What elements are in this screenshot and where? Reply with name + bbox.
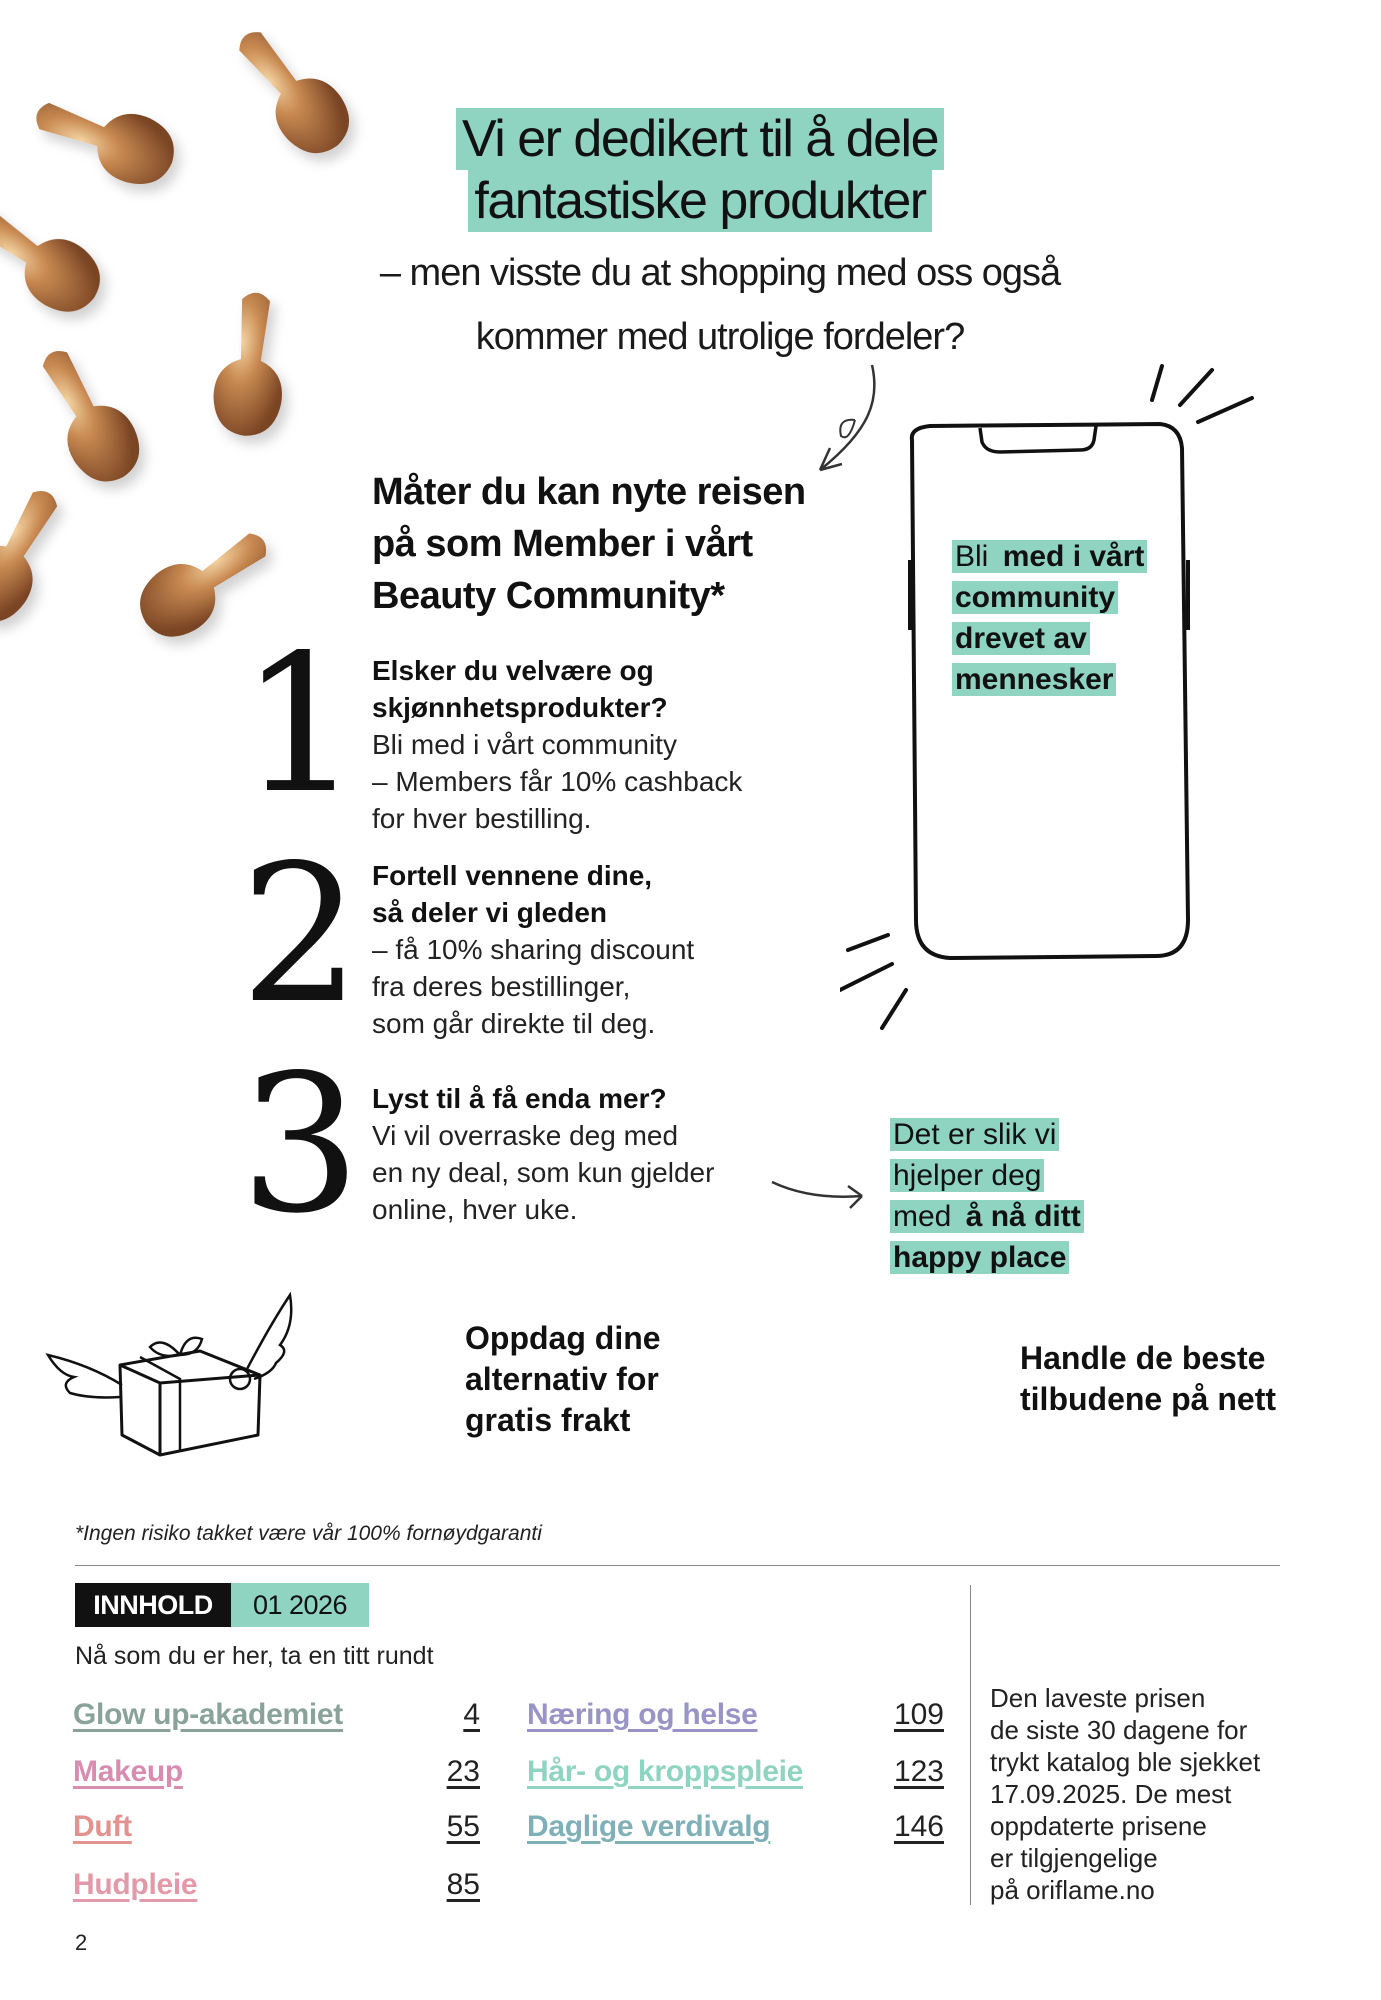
cta-best-offers-line-1: Handle de beste <box>1020 1340 1266 1376</box>
divider <box>75 1565 1280 1566</box>
toc-item-har-og-kropp[interactable]: Hår- og kroppspleie <box>527 1755 804 1788</box>
step-3-text-2: en ny deal, som kun gjelder <box>372 1157 715 1188</box>
toc-tag: INNHOLD <box>75 1583 231 1627</box>
toc-page-duft[interactable]: 55 <box>446 1810 480 1843</box>
toc-page-makeup[interactable]: 23 <box>446 1755 480 1788</box>
price-note <box>990 1682 1280 1906</box>
toc-item-glow-up[interactable]: Glow up-akademiet <box>73 1698 343 1731</box>
happy-place-text <box>890 1114 1130 1278</box>
cta-best-offers-line-2: tilbudene på nett <box>1020 1381 1276 1417</box>
place-text-e: happy place <box>890 1241 1069 1274</box>
step-3-text-1: Vi vil overraske deg med <box>372 1120 679 1151</box>
cta-free-shipping[interactable] <box>465 1318 661 1441</box>
phone-text-d: drevet av <box>952 622 1090 655</box>
footnote: *Ingen risiko takket være vår 100% fornøydgaranti <box>75 1522 542 1545</box>
step-1-question-2: skjønnhetsprodukter? <box>372 692 668 723</box>
toc-intro: Nå som du er her, ta en titt rundt <box>75 1642 434 1670</box>
toc-page-naering[interactable]: 109 <box>893 1698 944 1731</box>
place-text-c: med <box>890 1200 963 1233</box>
phone-text-c: community <box>952 581 1118 614</box>
phone-text-b: med i vårt <box>1000 540 1148 573</box>
step-2-text-1: – få 10% sharing discount <box>372 934 695 965</box>
step-2-text-2: fra deres bestillinger, <box>372 971 631 1002</box>
toc-page-hudpleie[interactable]: 85 <box>446 1868 480 1901</box>
toc-item-naering[interactable]: Næring og helse <box>527 1698 758 1731</box>
price-note-line-5: oppdaterte prisene <box>990 1811 1207 1841</box>
phone-text-a: Bli <box>952 540 1000 573</box>
vertical-divider <box>970 1585 971 1905</box>
cta-free-shipping-line-2: alternativ for <box>465 1361 659 1397</box>
flying-gift-icon <box>40 1285 310 1465</box>
place-text-d: å nå ditt <box>963 1200 1084 1233</box>
headline-line-2: fantastiske produkter <box>468 170 931 232</box>
step-1-text-2: – Members får 10% cashback <box>372 766 743 797</box>
phone-illustration-icon <box>840 360 1280 1040</box>
phone-community-text <box>952 536 1152 700</box>
toc-item-duft[interactable]: Duft <box>73 1810 132 1843</box>
step-1-text-1: Bli med i vårt community <box>372 729 677 760</box>
page-number: 2 <box>75 1930 88 1955</box>
cta-best-offers[interactable] <box>1020 1338 1276 1420</box>
cta-free-shipping-line-3: gratis frakt <box>465 1402 631 1438</box>
toc-item-daglige-verdivalg[interactable]: Daglige verdivalg <box>527 1810 771 1843</box>
price-note-line-3: trykt katalog ble sjekket <box>990 1747 1261 1777</box>
step-number-2: 2 <box>240 824 361 1045</box>
toc-page-har-og-kropp[interactable]: 123 <box>893 1755 944 1788</box>
step-2-text-3: som går direkte til deg. <box>372 1008 656 1039</box>
step-2 <box>372 857 802 1042</box>
place-text-a: Det er slik vi <box>890 1118 1059 1151</box>
step-3-question-1: Lyst til å få enda mer? <box>372 1083 667 1114</box>
step-3 <box>372 1080 802 1228</box>
price-note-line-4: 17.09.2025. De mest <box>990 1779 1232 1809</box>
price-note-line-7: på oriflame.no <box>990 1875 1155 1905</box>
step-1-question-1: Elsker du velvære og <box>372 655 654 686</box>
step-1 <box>372 652 802 837</box>
headline <box>440 108 960 232</box>
toc-item-makeup[interactable]: Makeup <box>73 1755 183 1788</box>
step-2-question-1: Fortell vennene dine, <box>372 860 653 891</box>
section-title: Måter du kan nyte reisen på som Member i vårt Beauty Community* <box>372 471 806 617</box>
price-note-line-2: de siste 30 dagene for <box>990 1715 1248 1745</box>
place-text-b: hjelper deg <box>890 1159 1044 1192</box>
arrow-right-icon <box>770 1170 870 1220</box>
step-2-question-2: så deler vi gleden <box>372 897 607 928</box>
cta-free-shipping-line-1: Oppdag dine <box>465 1320 661 1356</box>
subheadline-line-1: – men visste du at shopping med oss også <box>379 252 1061 294</box>
price-note-line-1: Den laveste prisen <box>990 1683 1206 1713</box>
step-1-text-3: for hver bestilling. <box>372 803 592 834</box>
price-note-line-6: er tilgjengelige <box>990 1843 1158 1873</box>
phone-text-e: mennesker <box>952 663 1116 696</box>
toc-page-glow-up[interactable]: 4 <box>463 1698 480 1731</box>
toc-item-hudpleie[interactable]: Hudpleie <box>73 1868 198 1901</box>
step-3-text-3: online, hver uke. <box>372 1194 578 1225</box>
toc-page-daglige-verdivalg[interactable]: 146 <box>893 1810 944 1843</box>
toc-issue: 01 2026 <box>231 1583 369 1627</box>
step-number-1: 1 <box>240 614 361 835</box>
headline-line-1: Vi er dedikert til å dele <box>456 108 944 170</box>
subheadline-line-2: kommer med utrolige fordeler? <box>475 316 965 358</box>
step-number-3: 3 <box>240 1034 361 1255</box>
